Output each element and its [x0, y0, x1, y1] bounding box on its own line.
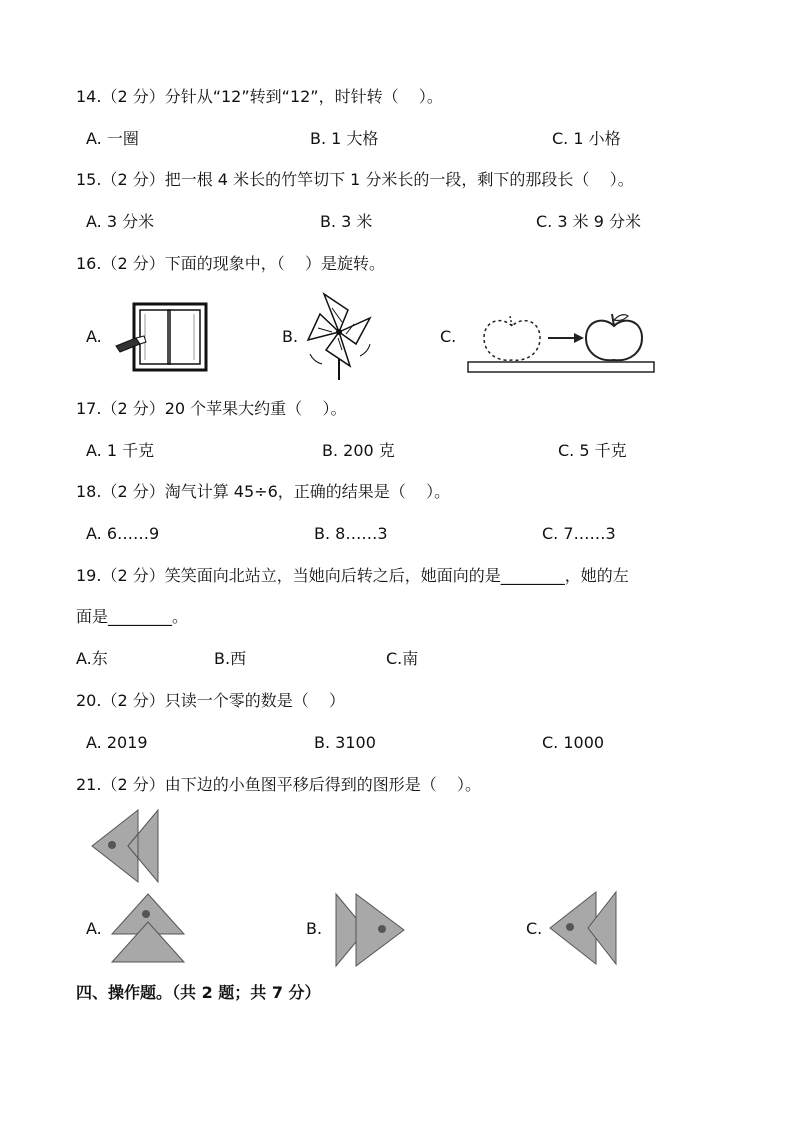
q21-option-a[interactable]: A.	[86, 919, 102, 938]
q14-option-a[interactable]: A. 一圈	[86, 129, 139, 148]
question-15-stem: 15.（2 分）把一根 4 米长的竹竿切下 1 分米长的一段，剩下的那段长（ ）。	[76, 170, 634, 189]
question-16-stem: 16.（2 分）下面的现象中，（ ）是旋转。	[76, 254, 386, 273]
fish-option-a-image	[108, 892, 188, 964]
q14-option-c[interactable]: C. 1 小格	[552, 129, 621, 148]
q18-option-c[interactable]: C. 7……3	[542, 524, 616, 543]
q16-option-c[interactable]: C.	[440, 327, 457, 346]
q15-option-a[interactable]: A. 3 分米	[86, 212, 155, 231]
q19-option-a[interactable]: A.东	[76, 649, 108, 668]
q16-option-a[interactable]: A.	[86, 327, 102, 346]
apple-moving-image	[466, 308, 658, 374]
q18-option-a[interactable]: A. 6……9	[86, 524, 160, 543]
q14-option-b[interactable]: B. 1 大格	[310, 129, 379, 148]
question-18-stem: 18.（2 分）淘气计算 45÷6，正确的结果是（ ）。	[76, 482, 451, 501]
question-17-stem: 17.（2 分）20 个苹果大约重（ ）。	[76, 399, 347, 418]
question-21-stem: 21.（2 分）由下边的小鱼图平移后得到的图形是（ ）。	[76, 775, 482, 794]
q17-option-c[interactable]: C. 5 千克	[558, 441, 627, 460]
fish-option-b-image	[334, 892, 406, 968]
q21-option-c[interactable]: C.	[526, 919, 543, 938]
window-sliding-image	[112, 300, 212, 376]
q21-option-b[interactable]: B.	[306, 919, 323, 938]
question-19-stem-continued: 面是________。	[76, 607, 189, 626]
q15-option-c[interactable]: C. 3 米 9 分米	[536, 212, 641, 231]
question-20-stem: 20.（2 分）只读一个零的数是（ ）	[76, 691, 346, 710]
reference-fish-image	[90, 808, 162, 884]
q17-option-b[interactable]: B. 200 克	[322, 441, 395, 460]
pinwheel-image	[304, 288, 374, 382]
q19-option-b[interactable]: B.西	[214, 649, 247, 668]
q15-option-b[interactable]: B. 3 米	[320, 212, 373, 231]
section-title: 四、操作题。（共 2 题；共 7 分）	[76, 983, 321, 1002]
question-19-stem: 19.（2 分）笑笑面向北站立，当她向后转之后，她面向的是________，她的左	[76, 566, 629, 585]
fish-option-c-image	[548, 890, 620, 966]
q16-option-b[interactable]: B.	[282, 327, 299, 346]
question-14-stem: 14.（2 分）分针从“12”转到“12”，时针转（ ）。	[76, 87, 443, 106]
q20-option-b[interactable]: B. 3100	[314, 733, 376, 752]
q20-option-a[interactable]: A. 2019	[86, 733, 148, 752]
q20-option-c[interactable]: C. 1000	[542, 733, 605, 752]
q17-option-a[interactable]: A. 1 千克	[86, 441, 155, 460]
q19-option-c[interactable]: C.南	[386, 649, 419, 668]
q18-option-b[interactable]: B. 8……3	[314, 524, 388, 543]
